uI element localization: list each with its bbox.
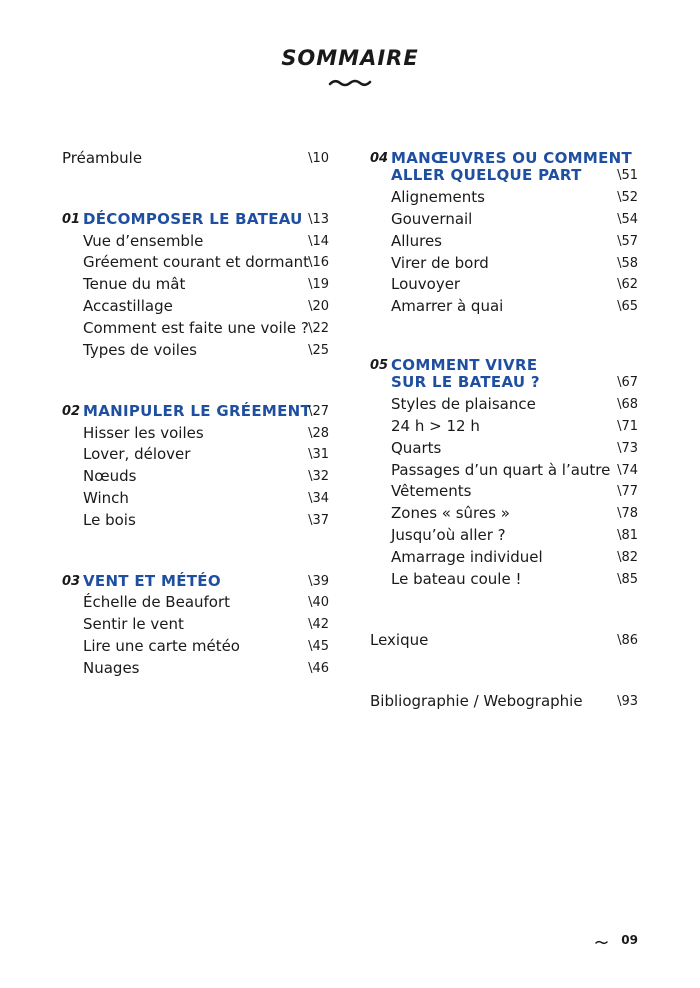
toc-entry-label: Styles de plaisance (391, 395, 536, 414)
toc-section-heading[interactable] (370, 355, 638, 394)
toc-entry-label: Gréement courant et dormant (83, 253, 310, 272)
toc-entry[interactable] (62, 318, 329, 340)
toc-section (62, 571, 329, 680)
toc-entry[interactable] (62, 658, 329, 680)
section-title-line2: SUR LE BATEAU ? (391, 373, 540, 392)
toc-entry[interactable] (370, 187, 638, 209)
wave-divider-icon (328, 78, 372, 88)
toc-entry-page: \19 (308, 277, 329, 293)
section-page: \27 (308, 403, 329, 419)
section-title-line2: ALLER QUELQUE PART (391, 166, 582, 184)
toc-entry-page: \22 (308, 320, 329, 336)
toc-entry-page: \52 (617, 190, 638, 206)
toc-entry[interactable] (370, 394, 638, 416)
toc-entry[interactable] (62, 444, 329, 466)
toc-entry-page: \46 (308, 660, 329, 676)
toc-entry-page: \32 (308, 469, 329, 485)
toc-entry[interactable] (62, 231, 329, 253)
toc-entry-page: \74 (617, 462, 638, 478)
toc-entry[interactable] (62, 614, 329, 636)
toc-entry-label: Lover, délover (83, 445, 191, 464)
section-title: MANŒUVRES OU COMMENT (391, 149, 633, 167)
toc-entry[interactable] (370, 569, 638, 591)
toc-entry-page: \25 (308, 342, 329, 358)
toc-entry-label: Le bois (83, 510, 136, 529)
toc-entry-label: Passages d’un quart à l’autre (391, 460, 611, 479)
toc-entry-label: Jusqu’où aller ? (391, 526, 506, 545)
toc-entry[interactable] (62, 466, 329, 488)
section-page: \51 (617, 168, 638, 184)
toc-right-column (370, 148, 638, 713)
toc-entry[interactable] (370, 525, 638, 547)
toc-entry-page: \81 (617, 528, 638, 544)
toc-entry-page: \16 (308, 255, 329, 271)
toc-entry[interactable] (370, 460, 638, 482)
toc-entry-label: Tenue du mât (83, 275, 186, 294)
section-number: 01 (62, 211, 81, 227)
section-title: MANIPULER LE GRÉEMENT (83, 401, 312, 420)
toc-entry-label: Winch (83, 489, 129, 508)
toc-entry-label: Nœuds (83, 467, 137, 486)
toc-entry-label: Zones « sûres » (391, 504, 510, 523)
toc-entry[interactable] (370, 481, 638, 503)
toc-entry-page: \93 (617, 694, 638, 710)
section-number: 02 (62, 403, 81, 419)
toc-entry-label: Vue d’ensemble (83, 231, 204, 250)
toc-entry-page: \14 (308, 233, 329, 249)
toc-entry-label: Amarrage individuel (391, 547, 543, 566)
toc-entry-label: Quarts (391, 438, 442, 457)
toc-entry[interactable] (62, 510, 329, 532)
toc-entry[interactable] (370, 274, 638, 296)
toc-entry-label: Allures (391, 231, 442, 250)
toc-entry-label: Hisser les voiles (83, 423, 204, 442)
toc-entry[interactable] (62, 488, 329, 510)
toc-entry[interactable] (62, 296, 329, 318)
toc-entry[interactable] (62, 340, 329, 362)
toc-entry-page: \42 (308, 617, 329, 633)
toc-entry-label: Alignements (391, 188, 485, 207)
toc-entry[interactable] (370, 231, 638, 253)
toc-entry-label: Échelle de Beaufort (83, 593, 231, 612)
toc-section-heading[interactable] (62, 209, 329, 231)
toc-entry-page: \86 (617, 633, 638, 649)
toc-entry[interactable] (370, 503, 638, 525)
toc-entry-label: Types de voiles (83, 340, 197, 359)
toc-entry[interactable] (370, 630, 638, 652)
toc-entry-label: Lexique (370, 631, 429, 650)
toc-section-heading[interactable] (62, 401, 329, 423)
toc-entry[interactable] (62, 148, 329, 170)
toc-entry[interactable] (62, 423, 329, 445)
section-number: 03 (62, 573, 81, 589)
section-page: \67 (617, 375, 638, 391)
toc-entry-label: Sentir le vent (83, 615, 184, 634)
toc-entry-page: \54 (617, 212, 638, 228)
page-number: 09 (621, 933, 638, 947)
toc-entry-page: \45 (308, 639, 329, 655)
toc-left-column (62, 148, 329, 680)
toc-entry[interactable] (370, 691, 638, 713)
toc-entry[interactable] (370, 547, 638, 569)
toc-entry-page: \65 (617, 299, 638, 315)
toc-entry-page: \78 (617, 506, 638, 522)
toc-entry-page: \85 (617, 571, 638, 587)
toc-entry[interactable] (370, 253, 638, 275)
toc-entry-page: \82 (617, 549, 638, 565)
toc-entry-label: Accastillage (83, 296, 173, 315)
toc-entry-label: Amarrer à quai (391, 297, 504, 316)
toc-entry[interactable] (370, 296, 638, 318)
toc-entry-page: \62 (617, 277, 638, 293)
toc-entry-label: Comment est faite une voile ? (83, 318, 309, 337)
toc-entry-label: Bibliographie / Webographie (370, 692, 583, 711)
toc-entry-page: \37 (308, 512, 329, 528)
toc-entry[interactable] (62, 592, 329, 614)
toc-entry-label: Nuages (83, 658, 140, 677)
toc-entry-page: \10 (308, 151, 329, 166)
section-title: VENT ET MÉTÉO (83, 571, 221, 590)
toc-entry-page: \73 (617, 440, 638, 456)
page-title: SOMMAIRE (281, 46, 419, 70)
toc-entry[interactable] (62, 252, 329, 274)
toc-entry-page: \68 (617, 397, 638, 413)
toc-section (370, 691, 638, 713)
toc-section-heading[interactable] (62, 571, 329, 593)
toc-entry-label: Lire une carte météo (83, 637, 240, 656)
toc-section (370, 355, 638, 590)
toc-entry[interactable] (370, 416, 638, 438)
toc-entry[interactable] (370, 438, 638, 460)
toc-entry-page: \58 (617, 255, 638, 271)
toc-entry-label: Préambule (62, 149, 143, 167)
toc-entry-page: \28 (308, 425, 329, 441)
section-page: \39 (308, 573, 329, 589)
toc-entry-page: \71 (617, 419, 638, 435)
toc-entry-page: \31 (308, 447, 329, 463)
toc-section (370, 148, 638, 318)
toc-section (62, 401, 329, 532)
toc-section (370, 630, 638, 652)
toc-entry-page: \34 (308, 491, 329, 507)
section-title: DÉCOMPOSER LE BATEAU (83, 209, 303, 228)
footer-wave-icon (595, 940, 608, 945)
toc-entry-label: Virer de bord (391, 253, 489, 272)
toc-entry-label: Vêtements (391, 482, 472, 501)
toc-entry-page: \57 (617, 233, 638, 249)
section-number: 04 (370, 151, 389, 166)
toc-entry-page: \40 (308, 595, 329, 611)
toc-entry[interactable] (62, 274, 329, 296)
toc-section (62, 209, 329, 362)
toc-entry[interactable] (370, 209, 638, 231)
toc-entry[interactable] (62, 636, 329, 658)
toc-entry-page: \20 (308, 298, 329, 314)
section-page: \13 (308, 211, 329, 227)
section-number: 05 (370, 358, 389, 374)
toc-entry-label: Louvoyer (391, 275, 461, 294)
toc-entry-label: Le bateau coule ! (391, 569, 522, 588)
toc-entry-label: 24 h > 12 h (391, 417, 480, 436)
section-title: COMMENT VIVRE (391, 356, 538, 375)
toc-section (62, 148, 329, 170)
toc-entry-label: Gouvernail (391, 210, 473, 229)
toc-entry-page: \77 (617, 484, 638, 500)
toc-section-heading[interactable] (370, 148, 638, 187)
